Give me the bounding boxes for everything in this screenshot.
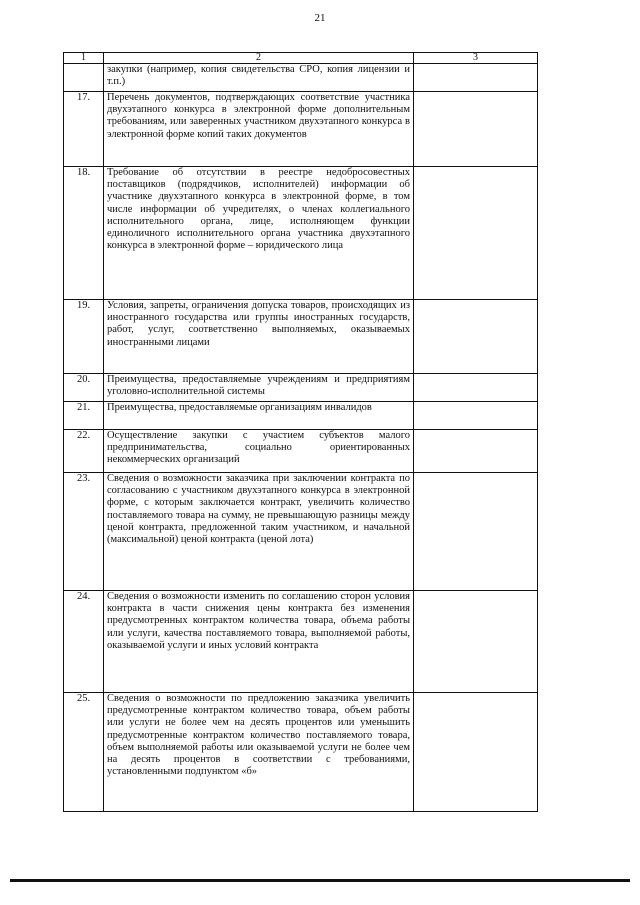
column-header: 2 <box>104 53 414 64</box>
column-header: 3 <box>414 53 538 64</box>
row-number: 25. <box>64 693 104 812</box>
requirements-table <box>63 52 538 812</box>
row-text: закупки (например, копия свидетельства СРО, копия лицензии и т.п.) <box>104 64 414 92</box>
row-number <box>64 64 104 92</box>
row-number: 22. <box>64 430 104 473</box>
table-row <box>64 300 538 374</box>
row-value <box>414 402 538 430</box>
table-row <box>64 92 538 167</box>
row-text: Перечень документов, подтверждающих соответствие участника двухэтапного конкурса в электронной форме дополнительным требованиям, или заверенных участником двухэтапного конкурса в электронной форме копий таких документов <box>104 92 414 167</box>
row-value <box>414 167 538 300</box>
row-text: Сведения о возможности заказчика при заключении контракта по согласованию с участником двухэтапного конкурса в электронной форме, с которым заключается контракт, увеличить количество поставляемого товара на сумму, не превышающую разницы между ценой контракта, предложенной таким участником, и начальной (максимальной) ценой контракта (ценой лота) <box>104 473 414 591</box>
scan-bottom-border <box>10 879 630 882</box>
row-text: Требование об отсутствии в реестре недобросовестных поставщиков (подрядчиков, исполнителей) информации об участнике двухэтапного конкурса в электронной форме, в том числе информации об учредителях, о членах коллегиального исполнительного органа, лице, исполняющем функции единоличного исполнительного органа участника двухэтапного конкурса в электронной форме – юридического лица <box>104 167 414 300</box>
table-header-row <box>64 53 538 64</box>
table-row <box>64 167 538 300</box>
row-number: 17. <box>64 92 104 167</box>
row-number: 24. <box>64 591 104 693</box>
row-text: Преимущества, предоставляемые организациям инвалидов <box>104 402 414 430</box>
table-row <box>64 374 538 402</box>
table-row <box>64 64 538 92</box>
column-header: 1 <box>64 53 104 64</box>
table-row <box>64 430 538 473</box>
row-number: 21. <box>64 402 104 430</box>
row-number: 23. <box>64 473 104 591</box>
row-value <box>414 64 538 92</box>
row-text: Осуществление закупки с участием субъектов малого предпринимательства, социально ориентированных некоммерческих организаций <box>104 430 414 473</box>
row-value <box>414 92 538 167</box>
page-number: 21 <box>314 12 326 24</box>
table-row <box>64 693 538 812</box>
row-text: Условия, запреты, ограничения допуска товаров, происходящих из иностранного государства или группы иностранных государств, работ, услуг, соответственно выполняемых, оказываемых иностранными лицами <box>104 300 414 374</box>
row-value <box>414 430 538 473</box>
table-row <box>64 402 538 430</box>
row-text: Сведения о возможности по предложению заказчика увеличить предусмотренные контрактом количество товара, объем работы или услуги не более чем на десять процентов или уменьшить предусмотренные контрактом количество поставляемого товара, объем выполняемой работы или оказываемой услуги не более чем на десять процентов в соответствии с требованиями, установленными подпунктом «б» <box>104 693 414 812</box>
row-value <box>414 473 538 591</box>
row-value <box>414 693 538 812</box>
row-number: 20. <box>64 374 104 402</box>
row-value <box>414 300 538 374</box>
row-text: Преимущества, предоставляемые учреждениям и предприятиям уголовно-исполнительной системы <box>104 374 414 402</box>
row-number: 19. <box>64 300 104 374</box>
row-value <box>414 591 538 693</box>
table-row <box>64 591 538 693</box>
row-number: 18. <box>64 167 104 300</box>
row-value <box>414 374 538 402</box>
row-text: Сведения о возможности изменить по соглашению сторон условия контракта в части снижения цены контракта без изменения предусмотренных контрактом количества товара, объема работы или услуги, качества поставляемого товара, выполняемой работы, оказываемой услуги и иных условий контракта <box>104 591 414 693</box>
table-row <box>64 473 538 591</box>
